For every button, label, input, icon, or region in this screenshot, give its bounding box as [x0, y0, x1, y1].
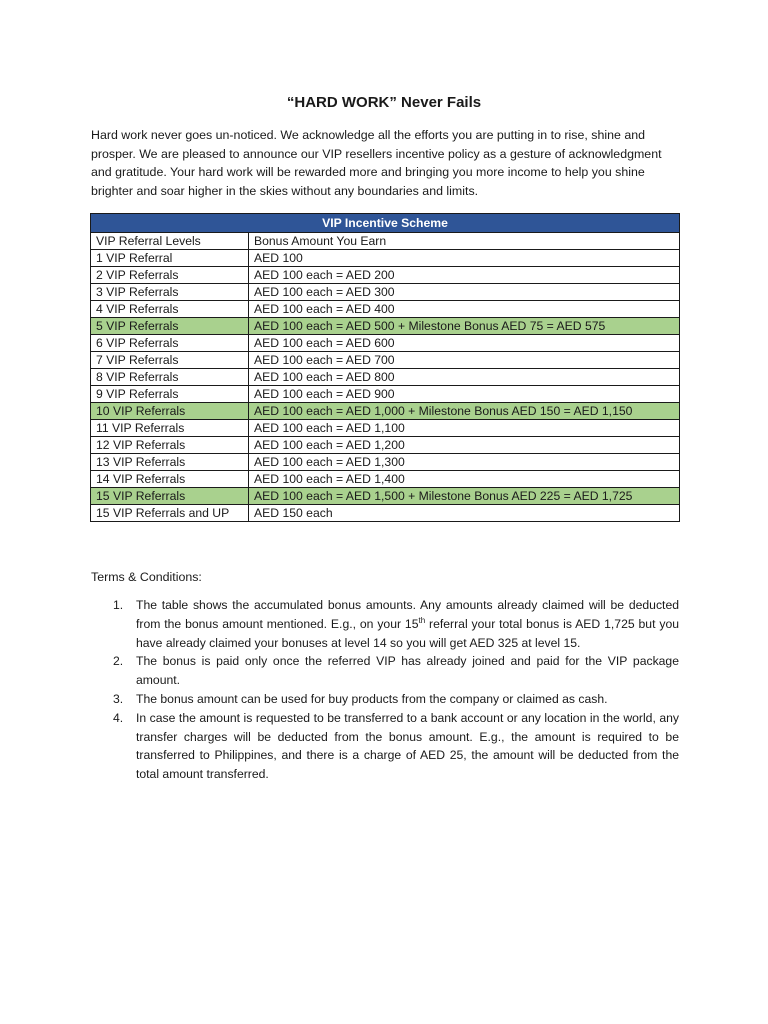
intro-paragraph: Hard work never goes un-noticed. We acknowledge all the efforts you are putting in to rise, shine and prosper. We are pleased to announce our VIP resellers incentive policy as a gesture of acknowledgment and gratitude. Your hard work will be rewarded more and bringing you more income to help you shine brighter and soar higher in the skies without any boundaries and limits. [91, 128, 662, 198]
terms-item [91, 596, 679, 652]
column-header-levels: VIP Referral Levels [91, 233, 249, 250]
bonus-amount-cell: AED 100 each = AED 1,500 + Milestone Bonus AED 225 = AED 1,725 [249, 488, 680, 505]
terms-item-text: The table shows the accumulated bonus amounts. Any amounts already claimed will be deducted from the bonus amount mentioned. E.g., on your 15 [136, 598, 679, 631]
table-row [91, 335, 680, 352]
bonus-amount-cell: AED 100 each = AED 500 + Milestone Bonus AED 75 = AED 575 [249, 318, 680, 335]
table-heading-row [91, 214, 680, 233]
referral-level-cell: 3 VIP Referrals [91, 284, 249, 301]
table-row [91, 250, 680, 267]
table-row [91, 369, 680, 386]
bonus-amount-cell: AED 100 each = AED 900 [249, 386, 680, 403]
referral-level-cell: 5 VIP Referrals [91, 318, 249, 335]
table-row [91, 267, 680, 284]
referral-level-cell: 10 VIP Referrals [91, 403, 249, 420]
table-row [91, 352, 680, 369]
referral-level-cell: 13 VIP Referrals [91, 454, 249, 471]
table-row [91, 505, 680, 522]
referral-level-cell: 14 VIP Referrals [91, 471, 249, 488]
terms-item-text: The bonus is paid only once the referred VIP has already joined and paid for the VIP package amount. [136, 654, 679, 688]
milestone-row [91, 488, 680, 505]
bonus-amount-cell: AED 100 each = AED 1,100 [249, 420, 680, 437]
referral-level-cell: 8 VIP Referrals [91, 369, 249, 386]
table-row [91, 284, 680, 301]
table-row [91, 437, 680, 454]
page-title: “HARD WORK” Never Fails [286, 94, 482, 111]
referral-level-cell: 1 VIP Referral [91, 250, 249, 267]
referral-level-cell: 12 VIP Referrals [91, 437, 249, 454]
table-row [91, 471, 680, 488]
terms-item-text: In case the amount is requested to be transferred to a bank account or any location in the world, any transfer charges will be deducted from the bonus amount. E.g., the amount is required to be transferred to Philippines, and there is a charge of AED 25, the amount will be deducted from the total amount transferred. [136, 710, 679, 782]
terms-heading: Terms & Conditions: [91, 570, 202, 584]
referral-level-cell: 15 VIP Referrals [91, 488, 249, 505]
bonus-amount-cell: AED 100 each = AED 400 [249, 301, 680, 318]
bonus-amount-cell: AED 100 each = AED 1,000 + Milestone Bonus AED 150 = AED 1,150 [249, 403, 680, 420]
table-row [91, 386, 680, 403]
table-column-header-row [91, 233, 680, 250]
referral-level-cell: 7 VIP Referrals [91, 352, 249, 369]
referral-level-cell: 15 VIP Referrals and UP [91, 505, 249, 522]
referral-level-cell: 11 VIP Referrals [91, 420, 249, 437]
bonus-amount-cell: AED 100 each = AED 1,200 [249, 437, 680, 454]
terms-list [91, 596, 679, 784]
terms-item-number: 3. [113, 691, 124, 706]
referral-level-cell: 2 VIP Referrals [91, 267, 249, 284]
vip-incentive-table [90, 213, 680, 522]
table-row [91, 454, 680, 471]
bonus-amount-cell: AED 100 each = AED 1,400 [249, 471, 680, 488]
referral-level-cell: 4 VIP Referrals [91, 301, 249, 318]
referral-level-cell: 9 VIP Referrals [91, 386, 249, 403]
terms-item [91, 652, 679, 690]
terms-item-number: 4. [113, 710, 124, 725]
bonus-amount-cell: AED 100 each = AED 700 [249, 352, 680, 369]
terms-item [91, 690, 679, 709]
terms-item [91, 709, 679, 784]
bonus-amount-cell: AED 150 each [249, 505, 680, 522]
terms-item-number: 2. [113, 654, 124, 669]
bonus-amount-cell: AED 100 [249, 250, 680, 267]
terms-item-text-continued: referral your total bonus is AED 1,725 but you have already claimed your bonuses at level 14 so you will get AED 325 at level 15. [136, 616, 679, 650]
table-row [91, 301, 680, 318]
terms-item-number: 1. [113, 598, 124, 612]
bonus-amount-cell: AED 100 each = AED 600 [249, 335, 680, 352]
ordinal-suffix: th [418, 615, 426, 625]
table-heading: VIP Incentive Scheme [91, 214, 680, 233]
referral-level-cell: 6 VIP Referrals [91, 335, 249, 352]
milestone-row [91, 403, 680, 420]
terms-item-text: The bonus amount can be used for buy products from the company or claimed as cash. [136, 691, 608, 706]
milestone-row [91, 318, 680, 335]
bonus-amount-cell: AED 100 each = AED 800 [249, 369, 680, 386]
table-row [91, 420, 680, 437]
bonus-amount-cell: AED 100 each = AED 200 [249, 267, 680, 284]
column-header-bonus: Bonus Amount You Earn [249, 233, 680, 250]
bonus-amount-cell: AED 100 each = AED 1,300 [249, 454, 680, 471]
bonus-amount-cell: AED 100 each = AED 300 [249, 284, 680, 301]
